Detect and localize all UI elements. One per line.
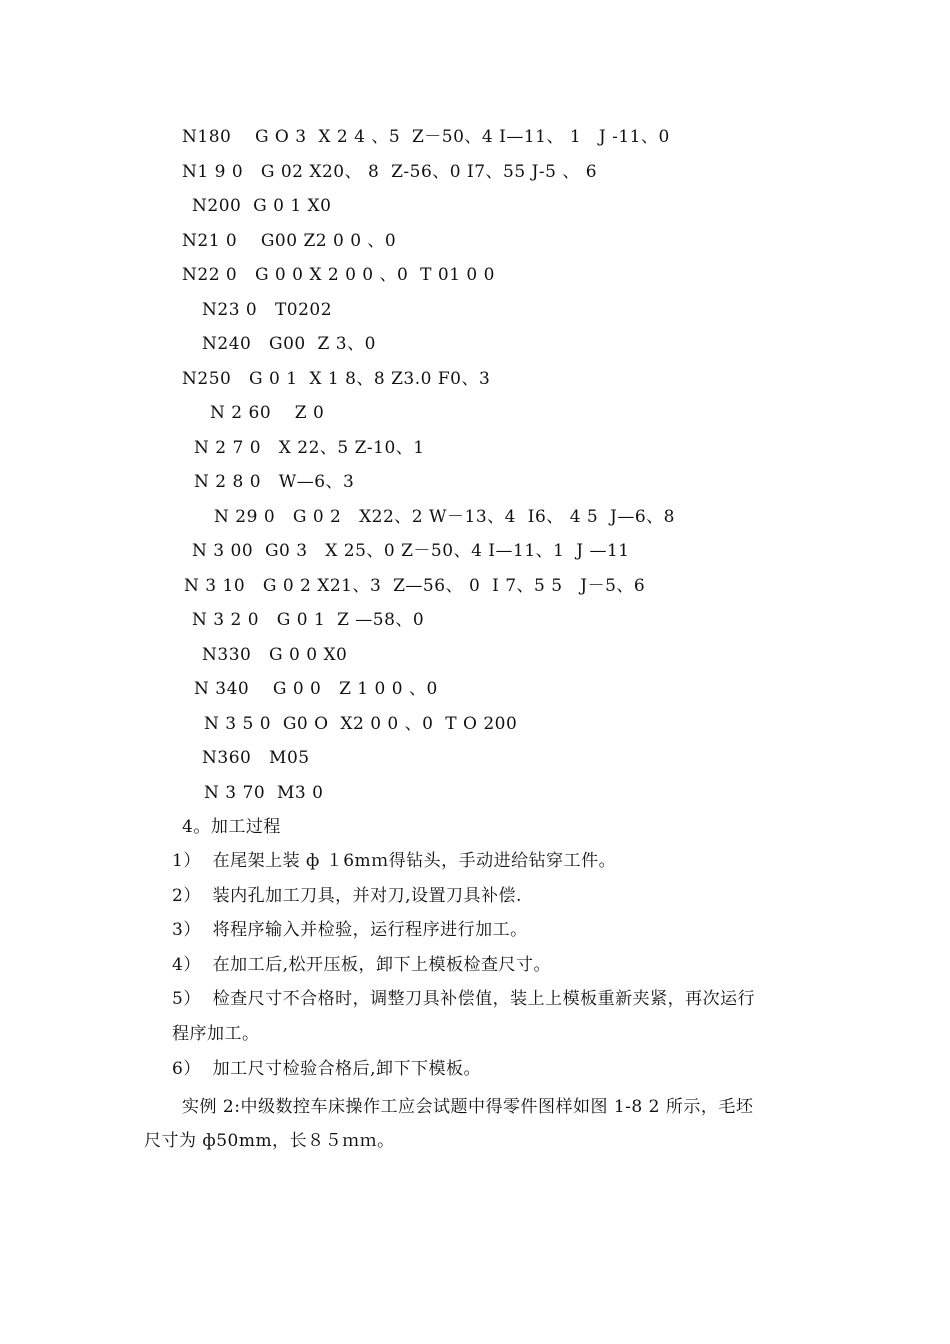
program-line: N 2 60 Z 0 [210, 403, 325, 423]
process-step: 6） 加工尺寸检验合格后,卸下下模板。 [172, 1059, 482, 1079]
program-line: N1 9 0 G 02 X20、 8 Z-56、0 I7、55 J-5 、 6 [182, 162, 598, 182]
example-paragraph-line: 尺寸为 ф50mm，长８５ｍｍ。 [144, 1131, 395, 1151]
section-heading: 4。加工过程 [182, 817, 281, 837]
example-paragraph-line: 实例 2:中级数控车床操作工应会试题中得零件图样如图 1-8 2 所示，毛坯 [182, 1097, 754, 1117]
program-line: N 3 5 0 G0 O X2 0 0 、0 T O 200 [204, 714, 518, 734]
process-step: 5） 检查尺寸不合格时，调整刀具补偿值，装上上模板重新夹紧，再次运行 [172, 989, 756, 1009]
program-line: N180 G O 3 X 2 4 、5 Z－50、4 I—11、 1 J -11、0 [182, 127, 670, 147]
program-line: N250 G 0 1 X 1 8、8 Z3.0 F0、3 [182, 369, 491, 389]
program-line: N 3 70 M3 0 [204, 783, 324, 803]
process-step: 4） 在加工后,松开压板，卸下上模板检查尺寸。 [172, 955, 552, 975]
program-line: N 2 7 0 X 22、5 Z-10、1 [194, 438, 425, 458]
process-step: 1） 在尾架上装 ф １6mｍ得钻头，手动进给钻穿工件。 [172, 851, 617, 871]
program-line: N 3 10 G 0 2 X21、3 Z—56、 0 I 7、5 5 J－5、6 [184, 576, 646, 596]
program-line: N23 0 T0202 [202, 300, 333, 320]
program-line: N 29 0 G 0 2 X22、2 W－13、4 I6、 4 5 J—6、8 [214, 507, 675, 527]
program-line: N 340 G 0 0 Z 1 0 0 、0 [194, 679, 438, 699]
program-line: N 3 2 0 G 0 1 Z —58、0 [192, 610, 425, 630]
process-step: 3） 将程序输入并检验，运行程序进行加工。 [172, 920, 528, 940]
program-line: N240 G00 Z 3、0 [202, 334, 376, 354]
program-line: N200 G 0 1 X0 [192, 196, 332, 216]
process-step-continuation: 程序加工。 [172, 1024, 260, 1044]
program-line: N360 M05 [202, 748, 310, 768]
program-line: N 2 8 0 W—6、3 [194, 472, 355, 492]
process-step: 2） 装内孔加工刀具，并对刀,设置刀具补偿. [172, 886, 522, 906]
program-line: N 3 00 G0 3 X 25、0 Z－50、4 I—11、1 J —11 [192, 541, 630, 561]
program-line: N21 0 G00 Z2 0 0 、0 [182, 231, 397, 251]
program-line: N22 0 G 0 0 X 2 0 0 、0 T 01 0 0 [182, 265, 495, 285]
program-line: N330 G 0 0 X0 [202, 645, 348, 665]
